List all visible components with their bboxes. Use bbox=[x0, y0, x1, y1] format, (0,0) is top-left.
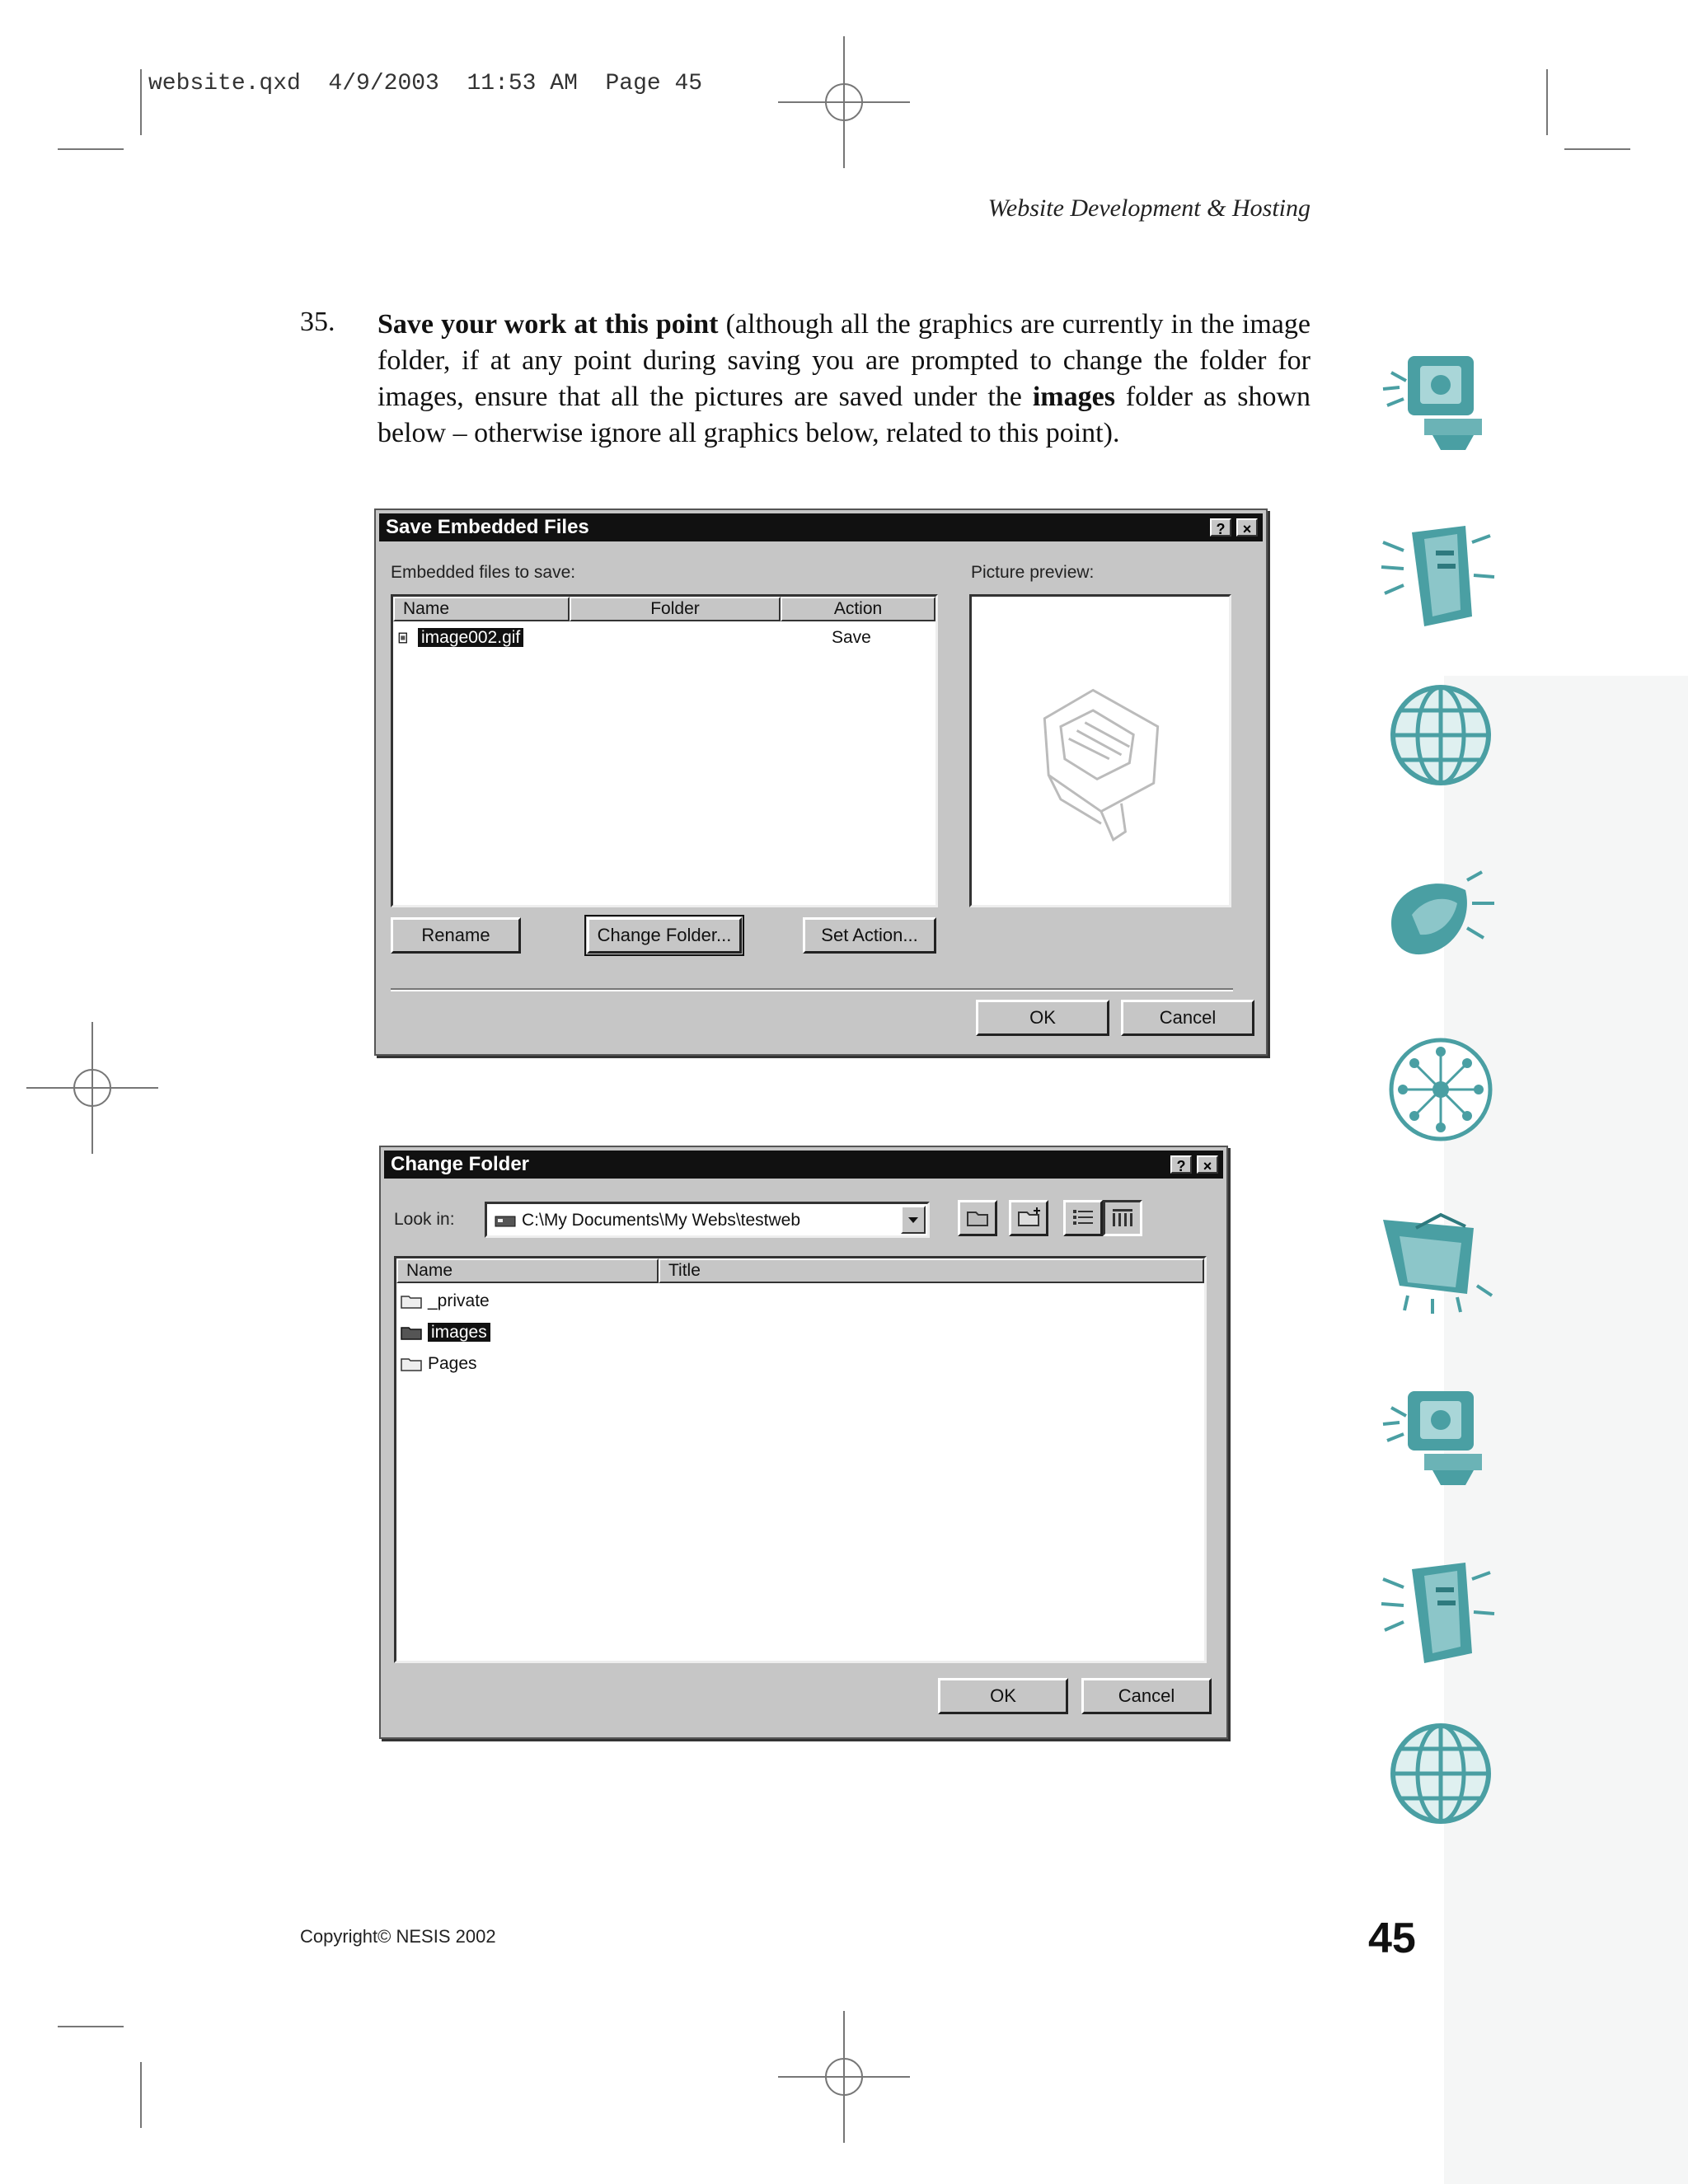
close-button[interactable]: × bbox=[1236, 518, 1258, 537]
folder-name-selected: images bbox=[428, 1323, 490, 1342]
up-one-level-button[interactable] bbox=[958, 1200, 997, 1236]
column-header-name[interactable]: Name bbox=[393, 597, 570, 621]
look-in-value: C:\My Documents\My Webs\testweb bbox=[522, 1211, 801, 1230]
column-header-action[interactable]: Action bbox=[781, 597, 935, 621]
save-embedded-files-dialog bbox=[374, 509, 1268, 1056]
new-folder-button[interactable] bbox=[1009, 1200, 1048, 1236]
column-header-title[interactable]: Title bbox=[659, 1258, 1204, 1283]
close-button[interactable]: × bbox=[1197, 1155, 1218, 1174]
globe-icon bbox=[1375, 1716, 1498, 1831]
file-name: image002.gif bbox=[418, 628, 523, 647]
picture-preview bbox=[969, 594, 1231, 907]
dropdown-arrow-button[interactable] bbox=[901, 1206, 926, 1234]
registration-mark bbox=[778, 2011, 910, 2143]
separator bbox=[391, 988, 1233, 991]
network-icon bbox=[1375, 1032, 1498, 1147]
ok-button[interactable]: OK bbox=[976, 1000, 1109, 1036]
folder-item-private[interactable] bbox=[400, 1288, 490, 1315]
copyright: Copyright© NESIS 2002 bbox=[300, 1926, 496, 1947]
computer-icon bbox=[1375, 1375, 1498, 1490]
dialog-title: Change Folder bbox=[391, 1153, 530, 1175]
folder-icon bbox=[1375, 1203, 1498, 1319]
step-text-1: (although all the graphics are currently in the image folder, if at any point during saving you are prompted to change the folder for images, ensure that all the pictures are saved under the bbox=[377, 309, 1311, 412]
computer-icon bbox=[1375, 340, 1498, 455]
folder-icon bbox=[400, 1324, 423, 1341]
list-view-button[interactable] bbox=[1063, 1200, 1103, 1236]
set-action-button[interactable]: Set Action... bbox=[803, 917, 936, 954]
mouse-icon bbox=[1375, 857, 1498, 972]
look-in-dropdown[interactable] bbox=[485, 1202, 930, 1238]
chevron-down-icon bbox=[903, 1207, 924, 1232]
step-text bbox=[377, 307, 1311, 452]
list-view-icon bbox=[1067, 1202, 1100, 1232]
registration-mark bbox=[26, 1022, 158, 1154]
column-header-folder[interactable]: Folder bbox=[570, 597, 781, 621]
new-folder-icon bbox=[1012, 1202, 1045, 1232]
files-label: Embedded files to save: bbox=[391, 563, 576, 582]
file-action: Save bbox=[832, 628, 871, 647]
folder-name: Pages bbox=[428, 1354, 477, 1373]
step-bold-lead: Save your work at this point bbox=[377, 309, 719, 340]
folder-list[interactable] bbox=[394, 1256, 1207, 1663]
help-button[interactable]: ? bbox=[1210, 518, 1231, 537]
file-row[interactable] bbox=[398, 625, 523, 651]
step-number: 35. bbox=[300, 307, 335, 337]
dialog-title: Save Embedded Files bbox=[386, 516, 589, 538]
column-header-name[interactable]: Name bbox=[396, 1258, 659, 1283]
rename-button[interactable]: Rename bbox=[391, 917, 521, 954]
dialog-title-bar bbox=[384, 1151, 1223, 1179]
folder-item-pages[interactable] bbox=[400, 1351, 477, 1377]
running-head: Website Development & Hosting bbox=[987, 194, 1311, 222]
ok-button[interactable]: OK bbox=[938, 1678, 1068, 1714]
dialog-title-bar bbox=[379, 513, 1263, 541]
up-folder-icon bbox=[961, 1202, 994, 1232]
page-number: 45 bbox=[1368, 1915, 1416, 1962]
printer-slug: website.qxd 4/9/2003 11:53 AM Page 45 bbox=[148, 71, 703, 96]
change-folder-dialog bbox=[379, 1146, 1228, 1739]
gif-file-icon bbox=[398, 630, 413, 646]
details-view-icon bbox=[1106, 1202, 1139, 1232]
folder-icon bbox=[400, 1356, 423, 1372]
cancel-button[interactable]: Cancel bbox=[1081, 1678, 1212, 1714]
step-text-2: folder as shown below – otherwise ignore all graphics below, related to this point). bbox=[377, 382, 1311, 448]
folder-name: _private bbox=[428, 1291, 490, 1310]
change-folder-button[interactable]: Change Folder... bbox=[587, 917, 742, 954]
step-bold-word: images bbox=[1032, 382, 1115, 412]
drive-icon bbox=[494, 1212, 517, 1229]
folder-icon bbox=[400, 1293, 423, 1310]
server-tower-icon bbox=[1375, 1554, 1498, 1670]
picture-preview-label: Picture preview: bbox=[971, 563, 1095, 582]
embedded-files-list[interactable] bbox=[391, 594, 938, 907]
server-tower-icon bbox=[1375, 518, 1498, 633]
look-in-label: Look in: bbox=[394, 1210, 455, 1229]
registration-mark bbox=[778, 36, 910, 168]
preview-clipart-image bbox=[972, 597, 1229, 905]
cancel-button[interactable]: Cancel bbox=[1121, 1000, 1254, 1036]
details-view-button[interactable] bbox=[1103, 1200, 1142, 1236]
globe-icon bbox=[1375, 677, 1498, 793]
folder-item-images[interactable] bbox=[400, 1319, 490, 1346]
help-button[interactable]: ? bbox=[1170, 1155, 1192, 1174]
